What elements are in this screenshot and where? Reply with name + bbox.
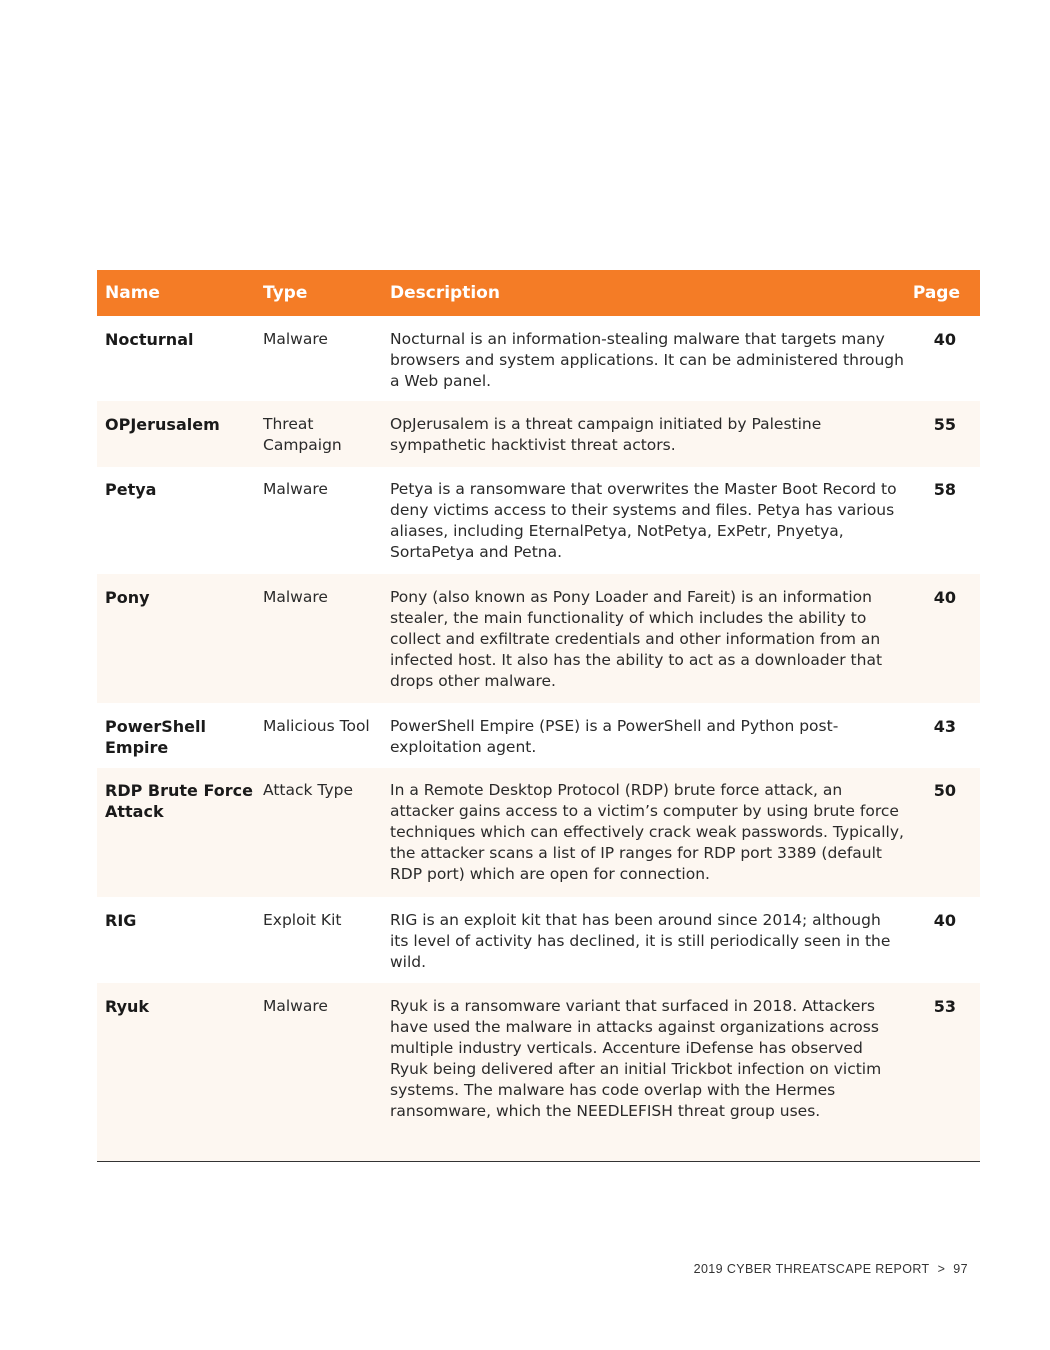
glossary-table — [97, 270, 980, 1162]
table-header — [97, 270, 980, 316]
table-row — [97, 897, 980, 983]
row-name: Ryuk — [105, 997, 150, 1016]
page-footer — [694, 1262, 968, 1276]
row-page: 43 — [933, 717, 956, 736]
table-row — [97, 467, 980, 574]
table-row — [97, 401, 980, 467]
row-name: Pony — [105, 588, 150, 607]
row-type: Attack Type — [263, 781, 354, 799]
row-type: Malicious Tool — [263, 717, 370, 735]
row-page: 40 — [933, 911, 956, 930]
footer-report-title: 2019 CYBER THREATSCAPE REPORT — [693, 1262, 930, 1276]
row-description: Pony (also known as Pony Loader and Fareit) is an information stealer, the main functionality of which includes the ability to collect and exfiltrate credentials and other information from an infected host. It also has the ability to act as a downloader that drops other malware. — [390, 588, 883, 690]
row-type: Malware — [263, 330, 328, 348]
row-page: 58 — [933, 480, 956, 499]
table-bottom-rule — [97, 1161, 980, 1162]
row-description: Nocturnal is an information-stealing malware that targets many browsers and system applications. It can be administered through a Web panel. — [390, 330, 904, 390]
header-page: Page — [912, 283, 960, 303]
row-description: PowerShell Empire (PSE) is a PowerShell and Python post-exploitation agent. — [390, 717, 839, 756]
row-name: Petya — [105, 480, 157, 499]
row-page: 55 — [933, 415, 956, 434]
table-row — [97, 574, 980, 703]
table-row — [97, 316, 980, 401]
footer-separator: > — [937, 1262, 946, 1276]
row-page: 40 — [933, 330, 956, 349]
row-name: OPJerusalem — [105, 415, 220, 434]
row-description: In a Remote Desktop Protocol (RDP) brute force attack, an attacker gains access to a victim’s computer by using brute force techniques which can effectively crack weak passwords. Typically, the attacker scans a list of IP ranges for RDP port 3389 (default RDP port) which are open for connection. — [390, 781, 904, 883]
row-page: 53 — [933, 997, 956, 1016]
row-name: RDP Brute Force Attack — [105, 781, 253, 821]
header-name: Name — [105, 283, 160, 303]
row-name: Nocturnal — [105, 330, 194, 349]
row-description: RIG is an exploit kit that has been around since 2014; although its level of activity has declined, it is still periodically seen in the wild. — [390, 911, 891, 971]
row-name: PowerShell Empire — [105, 717, 206, 757]
header-type: Type — [263, 283, 308, 303]
row-type: Threat Campaign — [263, 415, 342, 454]
row-name: RIG — [105, 911, 137, 930]
table-row — [97, 703, 980, 768]
row-type: Malware — [263, 588, 328, 606]
footer-page-number: 97 — [953, 1262, 968, 1276]
table-row — [97, 768, 980, 897]
row-type: Malware — [263, 480, 328, 498]
table-row — [97, 983, 980, 1161]
row-description: OpJerusalem is a threat campaign initiated by Palestine sympathetic hacktivist threat actors. — [390, 415, 822, 454]
row-page: 40 — [933, 588, 956, 607]
row-description: Ryuk is a ransomware variant that surfaced in 2018. Attackers have used the malware in attacks against organizations across multiple industry verticals. Accenture iDefense has observed Ryuk being delivered after an initial Trickbot infection on victim systems. The malware has code overlap with the Hermes ransomware, which the NEEDLEFISH threat group uses. — [390, 997, 882, 1120]
row-type: Malware — [263, 997, 328, 1015]
header-description: Description — [390, 283, 500, 303]
row-description: Petya is a ransomware that overwrites the Master Boot Record to deny victims access to their systems and files. Petya has various aliases, including EternalPetya, NotPetya, ExPetr, Pnyetya, SortaPetya and Petna. — [390, 480, 897, 561]
row-page: 50 — [933, 781, 956, 800]
row-type: Exploit Kit — [263, 911, 342, 929]
